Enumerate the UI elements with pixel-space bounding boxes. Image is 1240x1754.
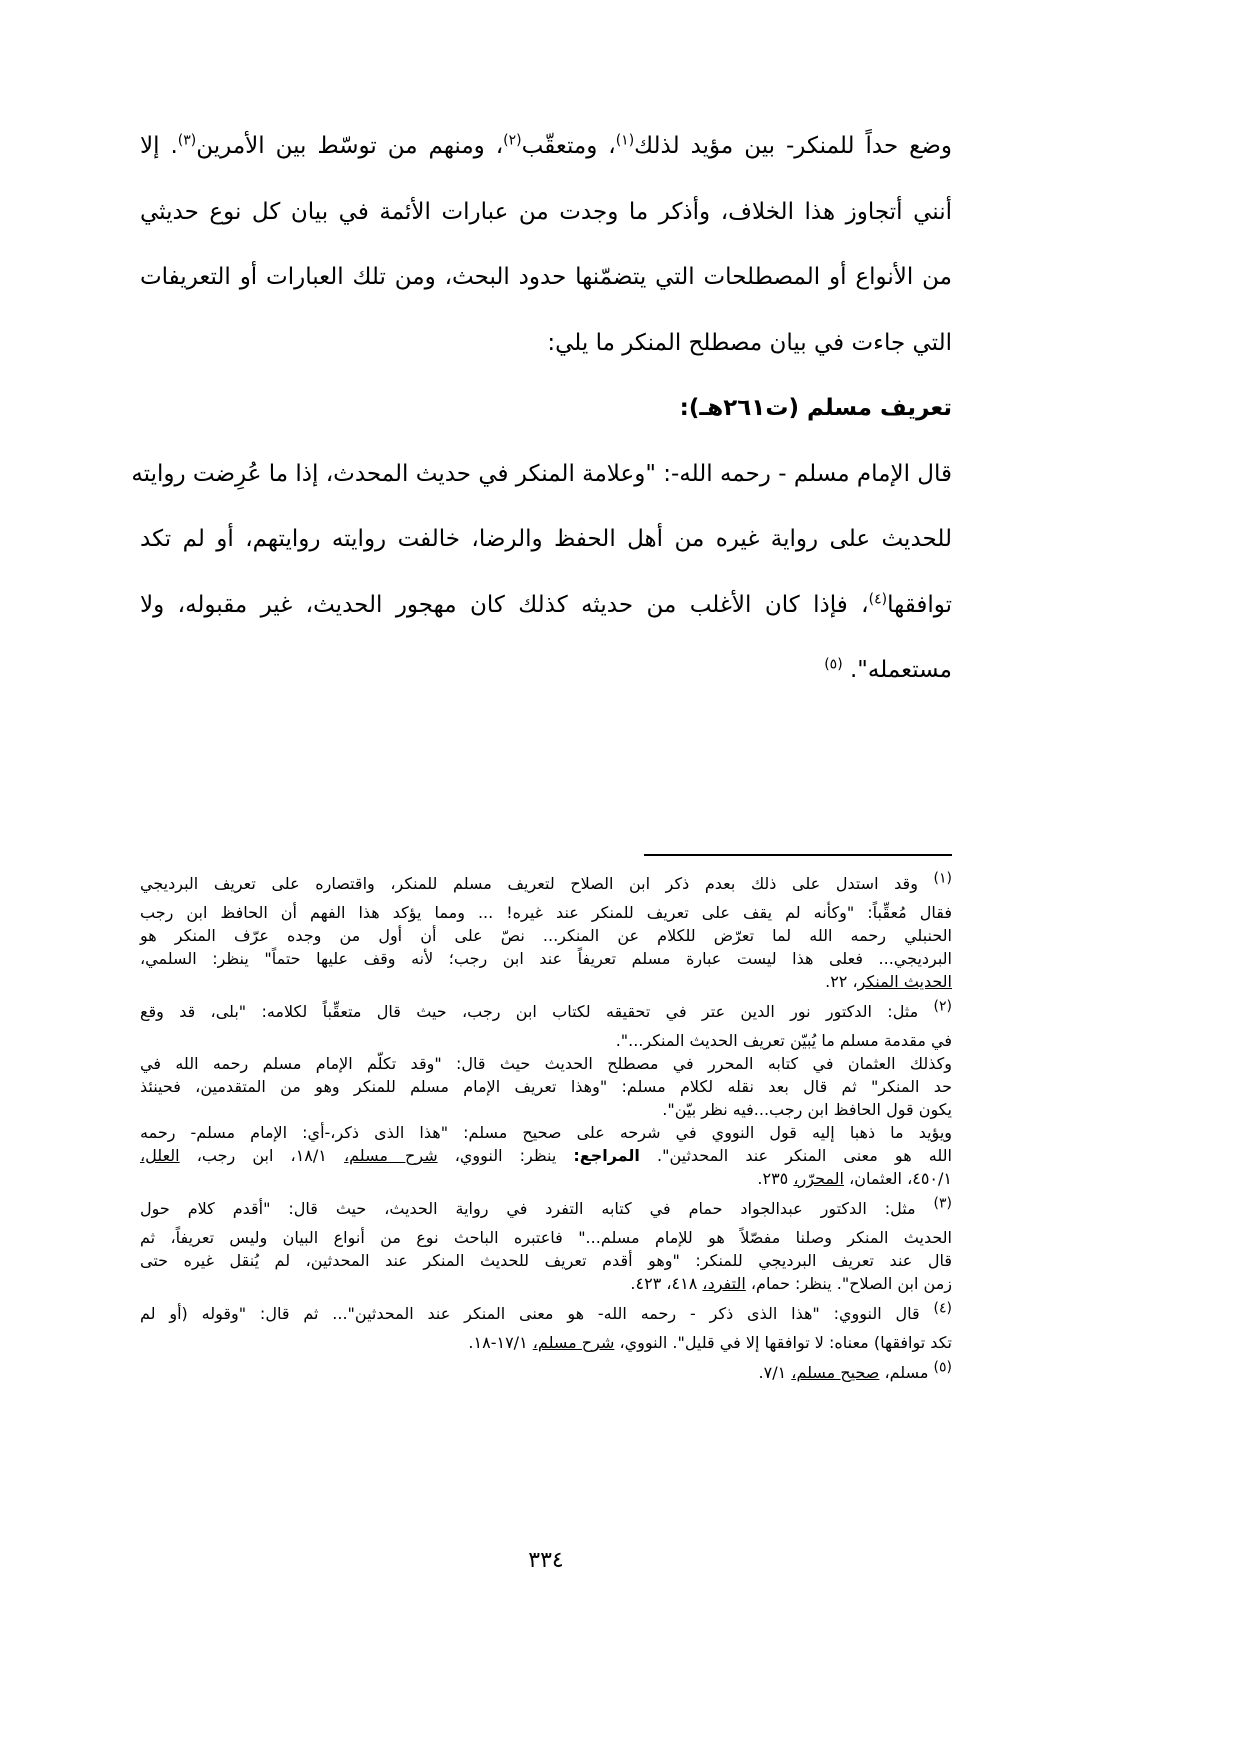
- footnote-line: الحديث المنكر وصلنا مفصّلاً هو للإمام مسلم..." فاعتبره الباحث نوع من أنواع البيان وليس تعريفاً، ثم: [140, 1228, 952, 1247]
- footnote-line: ويؤيد ما ذهبا إليه قول النووي في شرحه على صحيح مسلم: "هذا الذى ذكر،-أي: الإمام مسلم- رحمه: [140, 1123, 952, 1142]
- body-line-2: أنني أتجاوز هذا الخلاف، وأذكر ما وجدت من عبارات الأئمة في بيان كل نوع حديثي: [140, 198, 952, 225]
- book-reference: التفرد،: [702, 1274, 746, 1293]
- footnote-text: قال النووي: "هذا الذى ذكر - رحمه الله- هو معنى المنكر عند المحدثين"... ثم قال: "وقوله (أو لم: [140, 1304, 920, 1323]
- footnote-line: [140, 1272, 952, 1295]
- references-label: المراجع:: [573, 1146, 640, 1165]
- footnote-text: مثل: الدكتور عبدالجواد حمام في كتابه التفرد في رواية الحديث، حيث قال: "أقدم كلام حول: [140, 1199, 916, 1218]
- footnote-mark: (٥): [933, 1359, 952, 1376]
- body-line-6: للحديث على رواية غيره من أهل الحفظ والرضا، خالفت روايته روايتهم، أو لم تكد: [140, 526, 952, 552]
- footnote-text: ١٨/١، ابن رجب،: [196, 1146, 327, 1165]
- body-text: ، ومنهم من توسّط بين الأمرين: [196, 133, 504, 159]
- footnote-text: وقد استدل على ذلك بعدم ذكر ابن الصلاح لتعريف مسلم للمنكر، واقتصاره على تعريف البرديجي: [140, 874, 918, 893]
- book-reference: صحيح مسلم،: [791, 1363, 880, 1382]
- page-content: [131, 128, 953, 1573]
- book-reference: العلل،: [140, 1146, 180, 1165]
- footnote-1: [140, 872, 952, 993]
- footnote-text: ١٧/١-١٨.: [468, 1333, 528, 1352]
- footnote-text: ٤١٨، ٤٢٣.: [630, 1274, 698, 1293]
- footnote-line: [140, 1197, 952, 1220]
- footnote-line: الحنبلي رحمه الله لما تعرّض للكلام عن المنكر... نصّ على أن أول من وجده عرّف المنكر هو: [140, 926, 952, 945]
- body-line-8: [140, 652, 952, 688]
- body-line-5: قال الإمام مسلم - رحمه الله-: "وعلامة المنكر في حديث المحدث، إذا ما عُرِضت روايته: [131, 460, 952, 487]
- footnote-text: ٤٥٠/١، العثمان،: [849, 1169, 952, 1188]
- footnote-mark: (٤): [933, 1300, 953, 1317]
- footnote-text: الله هو معنى المنكر عند المحدثين".: [657, 1146, 952, 1165]
- body-text: وضع حداً للمنكر- بين مؤيد لذلك: [634, 133, 952, 159]
- footnote-line: [140, 1361, 952, 1384]
- footnote-4: [140, 1302, 952, 1354]
- footnote-ref-4[interactable]: (٤): [868, 590, 888, 607]
- footnote-text: ، ٢٢.: [825, 972, 858, 991]
- footnote-line: [140, 1167, 952, 1190]
- body-line-4: التي جاءت في بيان مصطلح المنكر ما يلي:: [547, 329, 952, 356]
- footnote-line: قال عند تعريف البرديجي للمنكر: "وهو أقدم تعريف للحديث المنكر عند المحدثين، لم يُنقل غيره حتى: [140, 1251, 952, 1270]
- book-reference: المحرّر،: [793, 1169, 844, 1188]
- body-text: مستعمله".: [849, 657, 952, 683]
- footnote-mark: (١): [933, 870, 952, 887]
- page-number: ٣٣٤: [528, 1548, 564, 1573]
- footnote-line: [140, 1144, 952, 1167]
- footnote-text: مسلم،: [884, 1363, 929, 1382]
- footnote-mark: (٣): [933, 1195, 953, 1212]
- body-line-7: [140, 587, 952, 623]
- body-line-1: [140, 128, 952, 164]
- footnote-mark: (٢): [933, 998, 952, 1015]
- body-text: . إلا: [140, 133, 178, 159]
- body-text: توافقها: [887, 591, 952, 618]
- footnote-ref-5[interactable]: (٥): [824, 656, 843, 673]
- footnote-text: ٢٣٥.: [757, 1169, 789, 1188]
- section-heading: تعريف مسلم (ت٢٦١هـ):: [679, 395, 952, 421]
- body-line-3: من الأنواع أو المصطلحات التي يتضمّنها حدود البحث، ومن تلك العبارات أو التعريفات: [140, 264, 952, 290]
- footnote-line: البرديجي... فعلى هذا ليست عبارة مسلم تعريفاً عند ابن رجب؛ لأنه وقف عليها حتماً" ينظر: السلمي،: [140, 949, 952, 968]
- footnote-line: [140, 1302, 952, 1325]
- book-reference: شرح مسلم،: [343, 1146, 438, 1165]
- book-reference: الحديث المنكر: [857, 972, 952, 991]
- footnote-line: [140, 872, 952, 895]
- footnote-line: وكذلك العثمان في كتابه المحرر في مصطلح الحديث حيث قال: "وقد تكلّم الإمام مسلم رحمه الله في: [140, 1054, 952, 1073]
- footnote-text: تكد توافقها) معناه: لا توافقها إلا في قليل". النووي،: [619, 1333, 952, 1352]
- footnote-ref-2[interactable]: (٢): [503, 132, 522, 149]
- footnote-line: في مقدمة مسلم ما يُبيّن تعريف الحديث المنكر...".: [615, 1031, 952, 1050]
- body-text: ، ومتعقّب: [521, 133, 616, 159]
- footnote-ref-1[interactable]: (١): [615, 132, 635, 149]
- book-reference: شرح مسلم،: [532, 1333, 615, 1352]
- footnote-5: [140, 1361, 952, 1384]
- footnote-line: فقال مُعقِّباً: "وكأنه لم يقف على تعريف للمنكر عند غيره! ... ومما يؤكد هذا الفهم أن الحافظ ابن رجب: [140, 903, 952, 922]
- footnote-line: حد المنكر" ثم قال بعد نقله لكلام مسلم: "وهذا تعريف الإمام مسلم للمنكر وهو من المتقدمين، فحينئذ: [140, 1077, 952, 1096]
- footnotes: [140, 872, 952, 1391]
- footnote-line: يكون قول الحافظ ابن رجب...فيه نظر بيّن".: [662, 1100, 952, 1119]
- footnote-text: مثل: الدكتور نور الدين عتر في تحقيقه لكتاب ابن رجب، حيث قال متعقِّباً لكلامه: "بلى، قد وقع: [140, 1002, 919, 1021]
- footnote-3: [140, 1197, 952, 1295]
- footnote-text: ٧/١.: [758, 1363, 787, 1382]
- footnote-line: [140, 1331, 952, 1354]
- footnote-ref-3[interactable]: (٣): [177, 132, 197, 149]
- footnote-text: زمن ابن الصلاح". ينظر: حمام،: [750, 1274, 952, 1293]
- footnote-separator: [644, 854, 952, 856]
- body-text: ، فإذا كان الأغلب من حديثه كذلك كان مهجور الحديث، غير مقبوله، ولا: [140, 591, 869, 618]
- footnote-2: [140, 1000, 952, 1190]
- footnote-line: [140, 970, 952, 993]
- footnote-line: [140, 1000, 952, 1023]
- footnote-text: ينظر: النووي،: [454, 1146, 557, 1165]
